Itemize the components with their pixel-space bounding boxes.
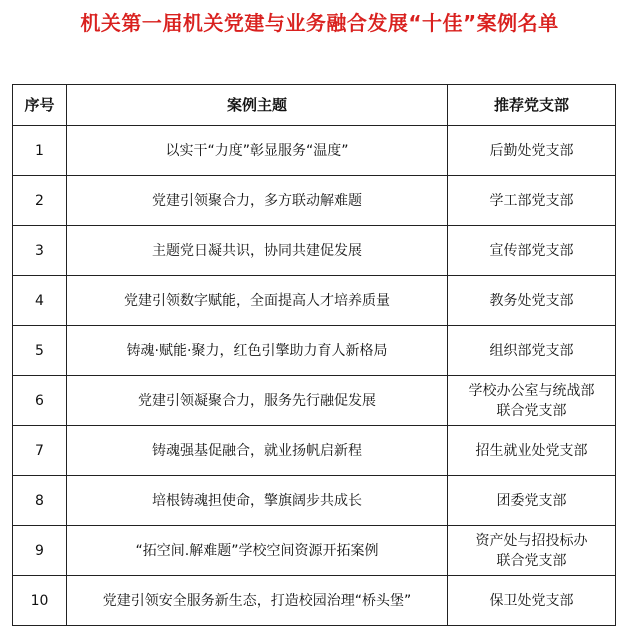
row-branch (448, 226, 616, 276)
row-branch (448, 376, 616, 426)
row-branch-text: 组织部党支部 (489, 342, 574, 359)
row-topic: 铸魂强基促融合，就业扬帆启新程 (67, 426, 448, 476)
header-branch: 推荐党支部 (448, 85, 616, 126)
row-branch (448, 576, 616, 626)
row-branch (448, 476, 616, 526)
row-branch-text: 保卫处党支部 (489, 592, 574, 609)
row-number: 4 (13, 276, 67, 326)
row-topic: 主题党日凝共识，协同共建促发展 (67, 226, 448, 276)
row-topic: 党建引领聚合力，多方联动解难题 (67, 176, 448, 226)
row-topic: “拓空间.解难题”学校空间资源开拓案例 (67, 526, 448, 576)
row-topic: 以实干“力度”彰显服务“温度” (67, 126, 448, 176)
case-list-table (12, 84, 616, 626)
row-branch-text: 团委党支部 (496, 492, 567, 509)
row-branch-text: 后勤处党支部 (489, 142, 574, 159)
row-branch-text: 招生就业处党支部 (475, 442, 588, 459)
table-row (13, 376, 616, 426)
row-topic: 党建引领数字赋能，全面提高人才培养质量 (67, 276, 448, 326)
row-topic: 党建引领安全服务新生态，打造校园治理“桥头堡” (67, 576, 448, 626)
row-number: 2 (13, 176, 67, 226)
header-case-topic: 案例主题 (67, 85, 448, 126)
row-branch-text: 教务处党支部 (489, 292, 574, 309)
row-branch (448, 276, 616, 326)
table-header-row (13, 85, 616, 126)
row-topic: 铸魂·赋能·聚力，红色引擎助力育人新格局 (67, 326, 448, 376)
table-row (13, 476, 616, 526)
row-branch (448, 426, 616, 476)
table-row (13, 126, 616, 176)
table-row (13, 226, 616, 276)
row-number: 5 (13, 326, 67, 376)
row-number: 9 (13, 526, 67, 576)
row-branch-text: 资产处与招投标办 联合党支部 (475, 532, 588, 569)
table-row (13, 426, 616, 476)
document-title: 机关第一届机关党建与业务融合发展“十佳”案例名单 (80, 11, 559, 35)
row-branch-text: 学工部党支部 (489, 192, 574, 209)
row-branch (448, 326, 616, 376)
row-branch (448, 176, 616, 226)
table-row (13, 176, 616, 226)
table-row (13, 576, 616, 626)
header-number: 序号 (13, 85, 67, 126)
row-number: 10 (13, 576, 67, 626)
row-branch-text: 学校办公室与统战部 联合党支部 (468, 382, 595, 419)
table-row (13, 326, 616, 376)
row-number: 6 (13, 376, 67, 426)
row-branch (448, 126, 616, 176)
row-branch-text: 宣传部党支部 (489, 242, 574, 259)
row-topic: 党建引领凝聚合力，服务先行融促发展 (67, 376, 448, 426)
table-row (13, 526, 616, 576)
row-number: 7 (13, 426, 67, 476)
row-topic: 培根铸魂担使命，擎旗阔步共成长 (67, 476, 448, 526)
row-number: 3 (13, 226, 67, 276)
row-number: 1 (13, 126, 67, 176)
table-row (13, 276, 616, 326)
row-number: 8 (13, 476, 67, 526)
row-branch (448, 526, 616, 576)
